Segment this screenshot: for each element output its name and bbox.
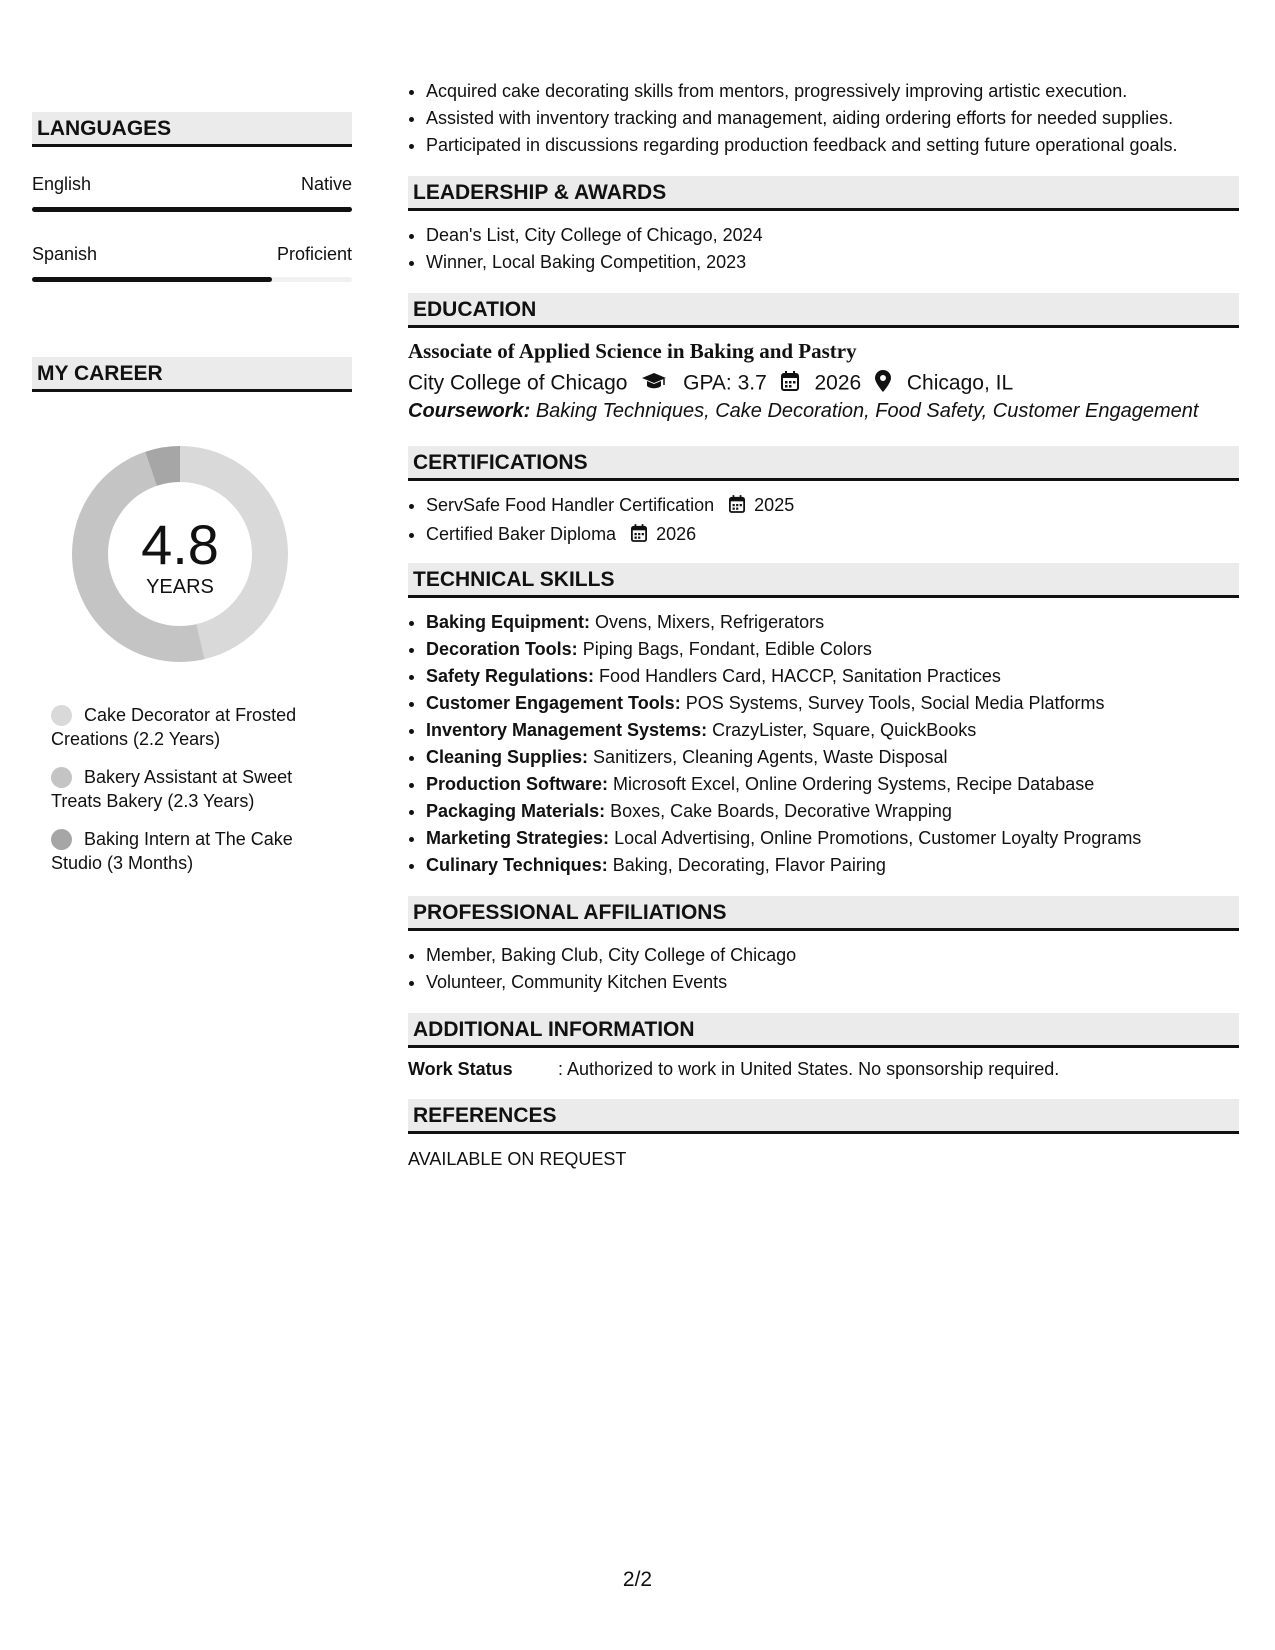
skill-label: Cleaning Supplies:: [426, 747, 589, 767]
language-level: Native: [300, 174, 352, 194]
skill-value: Piping Bags, Fondant, Edible Colors: [582, 639, 872, 659]
education-degree: Associate of Applied Science in Baking and Pastry: [408, 339, 857, 363]
education-heading: EDUCATION: [408, 293, 1239, 328]
location-pin-icon: [875, 370, 891, 398]
skill-value: Local Advertising, Online Promotions, Customer Loyalty Programs: [614, 828, 1142, 848]
calendar-icon: [781, 371, 799, 397]
education-year: 2026: [814, 371, 862, 395]
language-bar: [32, 277, 352, 282]
certifications-list: [408, 492, 1257, 550]
skill-value: POS Systems, Survey Tools, Social Media Platforms: [685, 693, 1105, 713]
list-item: [426, 798, 1257, 825]
skill-label: Packaging Materials:: [426, 801, 606, 821]
technical-skills-heading: TECHNICAL SKILLS: [408, 563, 1239, 598]
career-heading: MY CAREER: [32, 357, 352, 392]
language-name: English: [32, 174, 92, 194]
skill-label: Decoration Tools:: [426, 639, 578, 659]
career-donut-chart: [60, 434, 300, 674]
career-legend: [51, 703, 311, 875]
language-bar-fill: [32, 207, 352, 212]
career-item: [51, 765, 311, 813]
skill-label: Marketing Strategies:: [426, 828, 610, 848]
language-bar: [32, 207, 352, 212]
list-item: [426, 492, 1257, 521]
list-item: [426, 825, 1257, 852]
list-item: [426, 663, 1257, 690]
list-item: [426, 690, 1257, 717]
affiliations-heading: PROFESSIONAL AFFILIATIONS: [408, 896, 1239, 931]
calendar-icon: [631, 523, 647, 550]
education-school: City College of Chicago: [408, 371, 628, 395]
career-total-unit: YEARS: [146, 576, 214, 598]
certification-year: 2025: [754, 495, 795, 515]
list-item: • Participated in discussions regarding production feedback and setting future operational goals.: [426, 132, 1257, 159]
career-item-label: Baking Intern at The Cake Studio (3 Months): [51, 829, 293, 873]
technical-skills-list: [408, 609, 1257, 879]
skill-value: Boxes, Cake Boards, Decorative Wrapping: [610, 801, 952, 821]
list-item: • Member, Baking Club, City College of Chicago: [426, 942, 1257, 969]
language-name: Spanish: [32, 244, 98, 264]
certifications-heading: CERTIFICATIONS: [408, 446, 1239, 481]
language-level: Proficient: [276, 244, 352, 264]
list-item: • Acquired cake decorating skills from mentors, progressively improving artistic execution.: [426, 78, 1257, 105]
career-item-label: Bakery Assistant at Sweet Treats Bakery (2.3 Years): [51, 767, 293, 811]
education-gpa: GPA: 3.7: [683, 371, 767, 395]
list-item: [426, 852, 1257, 879]
skill-label: Inventory Management Systems:: [426, 720, 708, 740]
work-status-value: : Authorized to work in United States. No sponsorship required.: [558, 1059, 1060, 1079]
education-location: Chicago, IL: [906, 371, 1014, 395]
skill-value: Ovens, Mixers, Refrigerators: [595, 612, 825, 632]
references-text: AVAILABLE ON REQUEST: [408, 1149, 627, 1169]
list-item: [426, 636, 1257, 663]
work-status-row: [408, 1059, 1059, 1080]
career-item-label: Cake Decorator at Frosted Creations (2.2 Years): [51, 705, 297, 749]
career-item: [51, 703, 311, 751]
coursework-label: Coursework:: [408, 400, 531, 422]
skill-label: Customer Engagement Tools:: [426, 693, 681, 713]
list-item: [426, 609, 1257, 636]
career-total-value: 4.8: [141, 513, 219, 576]
list-item: • Winner, Local Baking Competition, 2023: [426, 249, 1257, 276]
certification-name: Certified Baker Diploma: [426, 524, 617, 544]
certification-year: 2026: [656, 524, 697, 544]
affiliations-list: [408, 942, 1257, 996]
education-details: [408, 370, 1013, 398]
calendar-icon: [729, 494, 745, 521]
skill-label: Safety Regulations:: [426, 666, 595, 686]
language-bar-fill: [32, 277, 272, 282]
list-item: • Dean's List, City College of Chicago, 2024: [426, 222, 1257, 249]
education-coursework: [408, 400, 1198, 423]
list-item: • Volunteer, Community Kitchen Events: [426, 969, 1257, 996]
skill-label: Baking Equipment:: [426, 612, 591, 632]
leadership-list: [408, 222, 1257, 276]
list-item: [426, 521, 1257, 550]
language-item-spanish: [32, 244, 352, 282]
additional-info-heading: ADDITIONAL INFORMATION: [408, 1013, 1239, 1048]
graduation-cap-icon: [641, 372, 667, 396]
skill-value: Baking, Decorating, Flavor Pairing: [612, 855, 886, 875]
certification-name: ServSafe Food Handler Certification: [426, 495, 715, 515]
skill-label: Production Software:: [426, 774, 609, 794]
career-item: [51, 827, 311, 875]
list-item: [426, 717, 1257, 744]
list-item: • Assisted with inventory tracking and management, aiding ordering efforts for needed supplies.: [426, 105, 1257, 132]
skill-value: Food Handlers Card, HACCP, Sanitation Practices: [599, 666, 1001, 686]
page-number: 2/2: [622, 1568, 653, 1591]
skill-value: Microsoft Excel, Online Ordering Systems, Recipe Database: [613, 774, 1095, 794]
work-status-label: Work Status: [408, 1059, 513, 1079]
skill-label: Culinary Techniques:: [426, 855, 608, 875]
coursework-text: Baking Techniques, Cake Decoration, Food Safety, Customer Engagement: [535, 400, 1199, 422]
list-item: [426, 771, 1257, 798]
list-item: [426, 744, 1257, 771]
leadership-heading: LEADERSHIP & AWARDS: [408, 176, 1239, 211]
skill-value: Sanitizers, Cleaning Agents, Waste Disposal: [593, 747, 948, 767]
languages-heading: LANGUAGES: [32, 112, 352, 147]
experience-bullets: [408, 78, 1257, 159]
references-heading: REFERENCES: [408, 1099, 1239, 1134]
language-item-english: [32, 174, 352, 212]
skill-value: CrazyLister, Square, QuickBooks: [712, 720, 977, 740]
